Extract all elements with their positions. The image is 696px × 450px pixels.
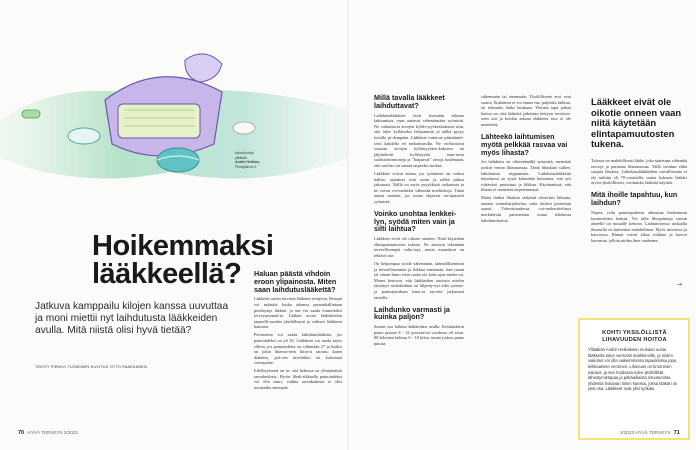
folio-right-text: 2/2023 HYVÄ TERVEYS [620, 430, 671, 435]
page-number-right: 71 [673, 430, 680, 436]
caption-name: André Heikius, [235, 160, 261, 165]
folio-left-text: HYVÄ TERVEYS 2/2023 [27, 430, 78, 435]
col3-heading: Lähteekö laihtumisen myötä pelkkää rasvaa vai myös lihasta? [481, 131, 568, 157]
column-3 [481, 94, 571, 226]
col3-para: Jos laihdutus on vähentämällä syömistä, menettää jonkin verran lihasmassaa. Tämä lihaskato sulkee, laihdutusta riippumatta. Laihdutuslääkkeitä käyttäessä on syytä kiinnittää huomiota, että syö riittävästi proteiinia ja liikkuu. Käytännössä, että lihasta ei menetetä tarpeettomasti. [481, 159, 571, 193]
col2-heading: Millä tavalla lääkkeet laihduttavat? [374, 93, 445, 110]
pill-green [22, 110, 40, 118]
info-box-title: KOHTI YKSILÖLLISTÄ LIHAVUUDEN HOITOA [602, 330, 667, 343]
page-number-left: 70 [18, 430, 25, 436]
col2-para: Suurin osa laihtuu lääkkeiden avulla. Keskimäärin paino putoaa 8 - 22 prosent-tia vuodessa eli esim. 80-kiloinen laihtuu 6 - 18 kiloa, mutta joskus paino putoaa [374, 324, 464, 346]
pill-white [233, 122, 255, 134]
info-box [578, 318, 690, 440]
col1-para: Edellytyksenä on se, että kehossa on ylimääräistä rasvakudosta. Hyvin lihak-sikkaalla painoindeksi voi olla suuri, vaikka rasvakudosta ei olisi normaalia enempää. [254, 368, 342, 391]
col1-para: Perusteena voi saada laihdutuslääketta, jos painoindeksi on yli 30. Lääkkeen voi saada myös silloin, jos painoindeksi on vähintään 27 ja lisäksi on jokin lihavuu-teen liittyvä sairaus, kuten diabetes, pol-ven nivelrikko tai kohonnut verenpaine. [254, 332, 342, 366]
col2-para: Laihdutuslääkkeet eivät itsessään aiheuta laihtumista, vaan auttavat vähentämään syömistä. Ne vaikuttavat aivojen kylläi-syyskeskukseen niin, että tulee kylläiseksi helpommin ja nälkä pysyy loitolla pi-dempään. Lääkkeet toimivat pääsääntöi-sesti kahdella eri mekanismilla. Ne vai-kuttavat suoraan aivojen kylläisyyskes-kukseen tai jäljittelevät kylläisyyttä taan-tavia suolistohormoneja ja "huijaavat" aivoja luulemaan, että suolisto on saanut tarpeeksi ruokaa. [374, 112, 464, 168]
title-line-1: Hoikemmaksi [92, 230, 274, 262]
caption-line4: Pihlajalinna 5 [235, 164, 257, 169]
scale-illustration [0, 40, 348, 200]
pull-quote: Lääkkeet eivät ole oikotie onneen vaan niitä käytetään elintapamuutosten tukena. [591, 96, 682, 149]
pill-teal-left [68, 128, 100, 144]
scale-platform [118, 104, 200, 138]
col2-para: Lääkkeet eivät ole oikotie onneen. Niitä käytetään elintapamuutosten tukena. Ne auttavat tekemään terveellisempiä valin-toja, mutta muutokset on tehtävä itse. [374, 236, 464, 259]
info-box-text: Ylilääkäri André Heikiuksen mukaan uusia lääkkeitä tulee varmasti markkinoille, ja niiden vaikutus voi olla vaikeimmissa tapauksissa jopa leikkauksen veroinen. Lihavuus on krooninen sairaus, ja sen hoidossa tulee yksilöllistä lähestymistapaa ja pitkäaikaista sitoutumista yhdessä hoitavan tiimin kanssa, jossa lääkäri on yksi osa. Lääkkeet ovat yksi työkalu. [588, 347, 678, 392]
folio-right [620, 430, 682, 436]
col2-para: On helpompaa syödä vähemmän, säännöllisemmin ja terveellisemmin ja liikkua enemmän, kun ruoan tai viinan-himo eivät ruoka ole koko ajan mieles-sä. Monet kertovat, että lääkkeiden ansiosta mielen täyttänyt ruokakohina on hiljenty-nyt eikä syömis- ja painoajatuksen kans-sa tarvitse jatkuvasti taistella. [374, 261, 464, 300]
scale-dial [185, 54, 222, 82]
folio-left [16, 430, 78, 436]
deck: Jatkuva kamppailu kilojen kanssa uuvuttaa ja moni miettii nyt laihdutusta lääkkeiden avulla. Mitä niistä olisi hyvä tietää? [35, 301, 229, 337]
col1-para: Lääkettä varten tarvitset lääkärin resep-tin. Resepti voi määrätä koska tahansa painonhallintaan perehtynyt lääkäri, ja sen voi saada esimerkiksi terveysasemal-ta. Lääkäri arvioi lääkehoidon tarpeelli-suuden yksilöllisesti ja valitsee lääkkeen kanssasi. [254, 296, 342, 330]
byline: TEKSTI PIRKKO TUOMINEN KUVITUS OTTO PAAKKANEN [35, 365, 147, 369]
expert-caption [235, 151, 289, 169]
col4-lead: Tulossa on mahdollisesti lääke, joka saatetaan vähentää rasvoja ja parantaa lihasmassaa. Tällä voidaan ehkä suojata lihaksia. Laihdutuslääkkeiden turvallisuutta ei ole tutkittu yli 70-vuotiailla, mutta kokenut lääkäri arvioi yksilöllisesti, voidaanko lääkeitä käyttää. [591, 158, 687, 186]
col2-heading: Laihdunko varmasti ja kuinka paljon? [374, 304, 450, 322]
continue-arrow-icon: → [677, 281, 683, 288]
col2-heading: Voinko unohtaa lenkkei-lyn, syödä miten vain ja silti laihtua? [374, 208, 457, 234]
column-1 [254, 270, 342, 393]
col1-heading: Haluan päästä vihdoin eroon ylipainosta. Miten saan laihdutuslääkettä? [254, 269, 337, 294]
col3-lead: vähemmän tai enemmän. Yksilöllisetet erot ovat suuria. Etukäteen ei voi ennus-taa, paljonko laihtuu, tai tehoaako lääke lainkaan. Yleinen tapa jatkaa hoitoa on, että lääkettä jatketaan tiettyyn tavoittee-seen asti ja hoidon aikana eläkkeen taso ei ole menetetty. [481, 94, 571, 127]
col2-para: Lääkkeet voivat auttaa, jos syöminen on vaikea hallita, ajatukset ovat usein ja nälkä pitkaa jaksuuasi. Niillä on myös psyykkistä vaikutusta ja ne voivat esi-merkiksi vähentää mielitekoja. Tämä auttaa monien, jos ruoan ohjaavat en-sijaisesti syömistä. [374, 170, 464, 204]
caption-line1: Asiantuntija [235, 151, 254, 155]
column-4 [591, 158, 687, 246]
col4-heading: Mitä ihoille tapahtuu, kun laihdun? [591, 190, 678, 208]
col3-para: Mutta lisäksi lihaksia säilyttää riittävästi liikunta, tuntien voimaharjoittelua, sekä riittävä proteiinin saanti. Tulevaisuudessa voi-mahavittelussa merkittävää painotetaan osana tehokasta laihdutushoitoa. [481, 195, 571, 223]
title-line-2: lääkkeellä? [92, 258, 242, 290]
caption-line2: yliläkäri [235, 155, 247, 160]
pill-teal-right [157, 148, 199, 172]
column-2 [374, 94, 464, 349]
col4-para: Nopea, reilu painonpudotus aiheuttaa herkemmin kosmeettista haittaa. Voi tulla lihopoimuja vatsan alueelle tai muualle kehoon. Laihtumisessa raskaalla ihmisellä on kuitenkin mahdollinen. Myös nivusissa ja kasvoissa. Rinnat voivat alkaa roikkua ja kasvot kaventua, jolloin niiden ilme vanhenee. [591, 209, 687, 243]
